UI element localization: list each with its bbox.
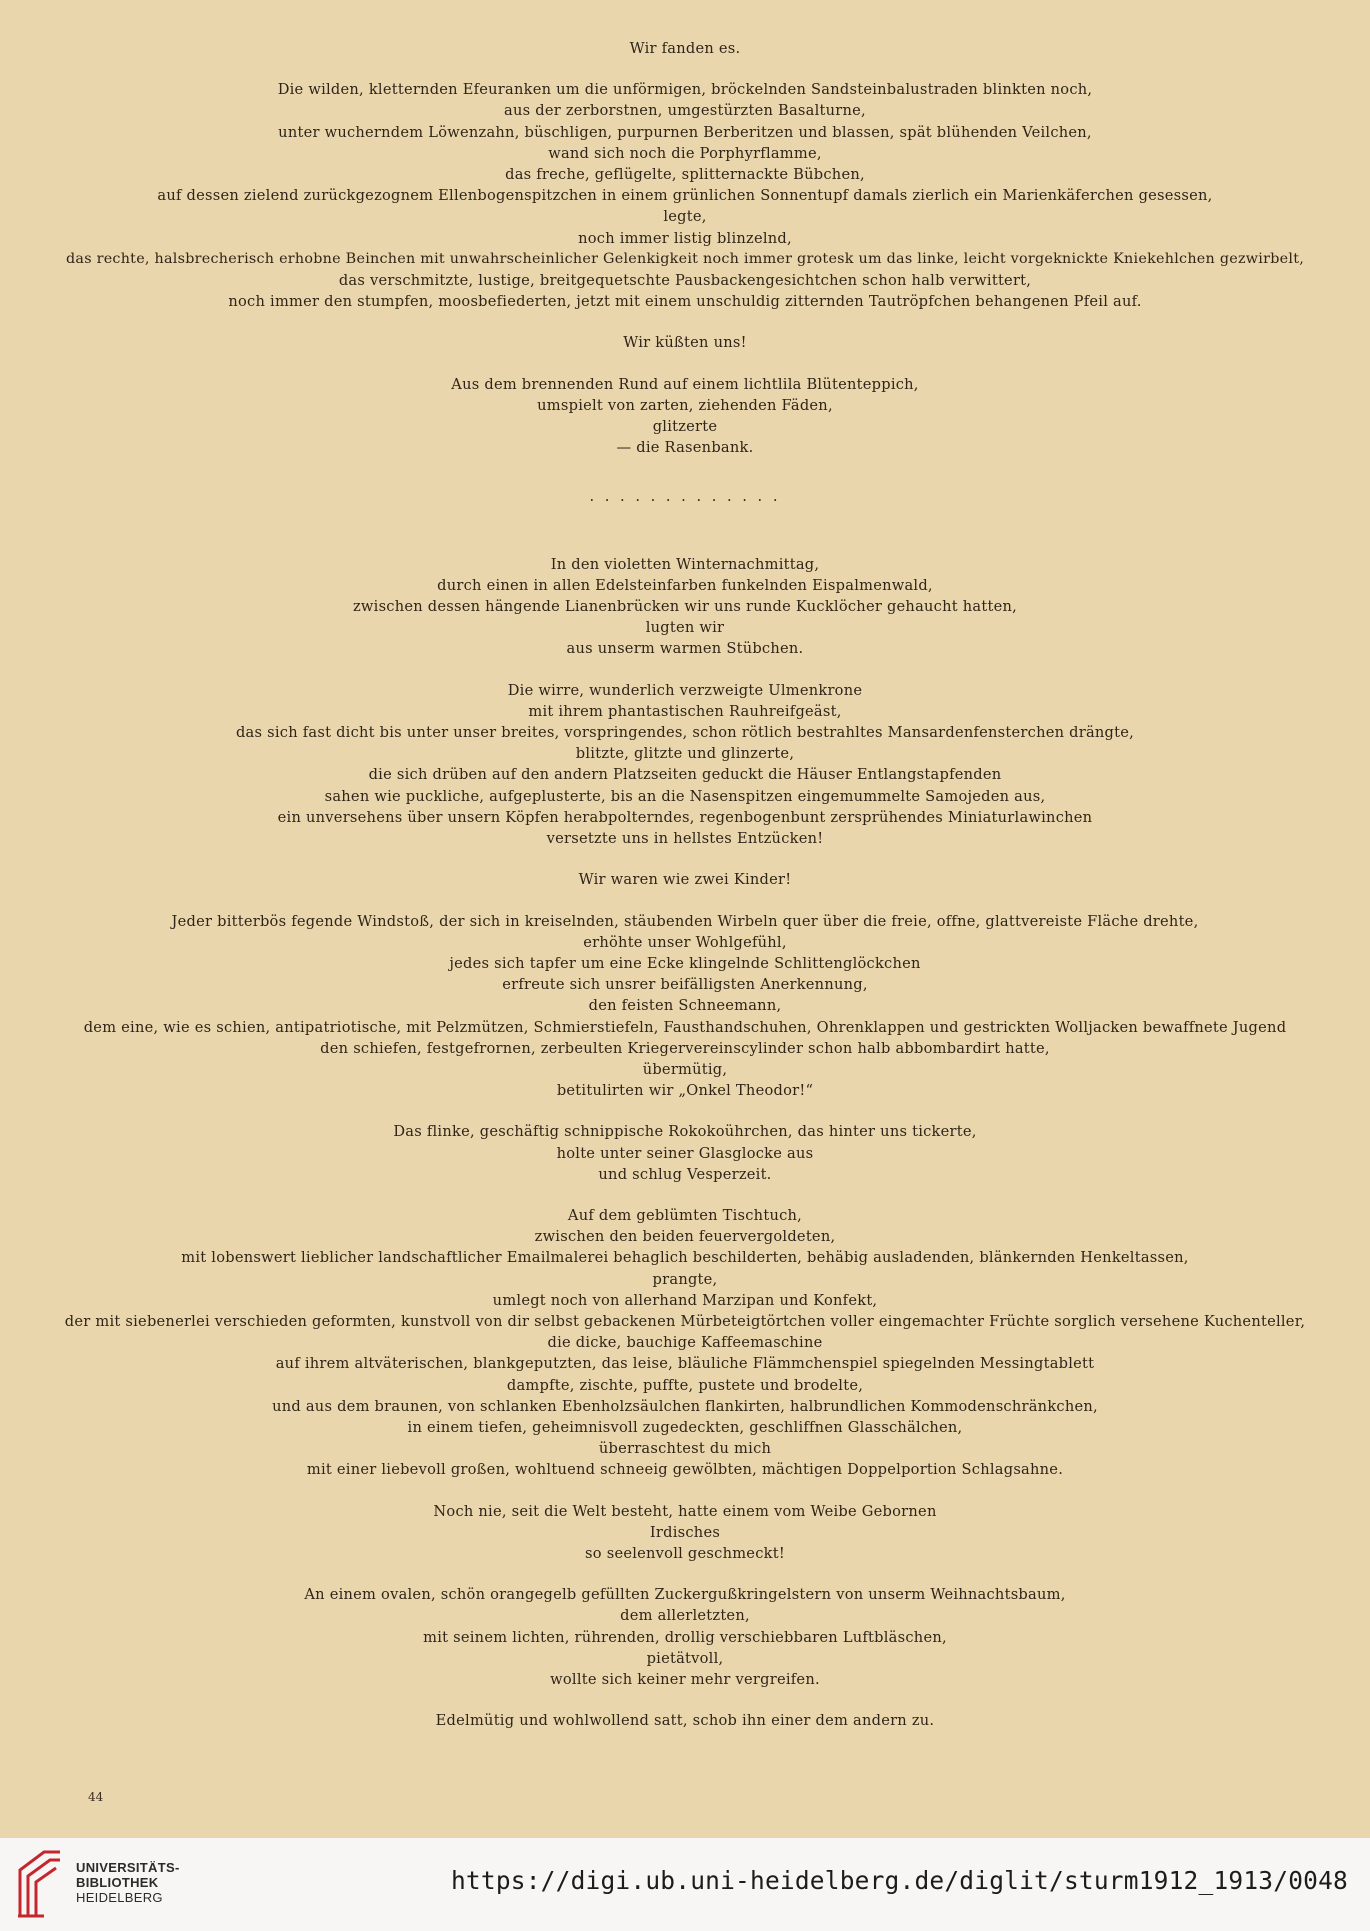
verse-line: erhöhte unser Wohlgefühl, xyxy=(583,933,787,951)
stanza xyxy=(60,79,1310,312)
stanza xyxy=(60,374,1310,459)
stanza xyxy=(60,1121,1310,1185)
stanza xyxy=(60,554,1310,660)
verse-line: Jeder bitterbös fegende Windstoß, der sich in kreiselnden, stäubenden Wirbeln quer über die freie, offne, glattvereiste Fläche drehte, xyxy=(171,912,1199,930)
poem-part-one xyxy=(60,38,1310,458)
stanza xyxy=(60,1710,1310,1731)
permalink-url[interactable]: https://digi.ub.uni-heidelberg.de/diglit/sturm1912_1913/0048 xyxy=(450,1866,1348,1895)
library-name-line3: HEIDELBERG xyxy=(76,1890,163,1905)
verse-line: dem eine, wie es schien, antipatriotische, mit Pelzmützen, Schmierstiefeln, Fausthandschuhen, Ohrenklappen und gestrickten Wolljacken bewaffnete Jugend xyxy=(83,1018,1287,1036)
verse-line: die sich drüben auf den andern Platzseiten geduckt die Häuser Entlangstapfenden xyxy=(368,766,1002,784)
verse-line: das sich fast dicht bis unter unser breites, vorspringendes, schon rötlich bestrahltes Mansardenfensterchen drängte, xyxy=(235,724,1135,742)
library-name-line2: BIBLIOTHEK xyxy=(76,1875,159,1890)
page-number: 44 xyxy=(88,1790,104,1804)
verse-line: glitzerte xyxy=(652,418,718,436)
verse-line: sahen wie puckliche, aufgeplusterte, bis an die Nasenspitzen eingemummelte Samojeden aus, xyxy=(324,787,1046,805)
verse-line: und schlug Vesperzeit. xyxy=(598,1165,772,1183)
verse-line: umlegt noch von allerhand Marzipan und Konfekt, xyxy=(492,1291,878,1309)
verse-line: überraschtest du mich xyxy=(598,1440,772,1458)
verse-line: dampfte, zischte, puffte, pustete und brodelte, xyxy=(506,1376,864,1394)
library-name[interactable] xyxy=(76,1860,180,1905)
verse-line: den feisten Schneemann, xyxy=(588,997,782,1015)
stanza xyxy=(60,911,1310,1102)
verse-line: aus der zerborstnen, umgestürzten Basalturne, xyxy=(504,102,866,120)
verse-line: umspielt von zarten, ziehenden Fäden, xyxy=(537,396,833,414)
verse-line: holte unter seiner Glasglocke aus xyxy=(556,1144,814,1162)
verse-line: Wir waren wie zwei Kinder! xyxy=(578,871,792,889)
verse-line: ein unversehens über unsern Köpfen herabpolterndes, regenbogenbunt zersprühendes Miniaturlawinchen xyxy=(277,808,1093,826)
verse-line: Wir küßten uns! xyxy=(623,334,747,352)
verse-line: Irdisches xyxy=(649,1523,721,1541)
verse-line: Noch nie, seit die Welt besteht, hatte einem vom Weibe Gebornen xyxy=(433,1502,937,1520)
verse-line: mit lobenswert lieblicher landschaftlicher Emailmalerei behaglich beschilderten, behäbig ausladenden, blänkernden Henkeltassen, xyxy=(181,1249,1189,1267)
verse-line: mit seinem lichten, rührenden, drollig verschiebbaren Luftbläschen, xyxy=(423,1628,947,1646)
stanza xyxy=(60,869,1310,890)
verse-line: mit ihrem phantastischen Rauhreifgeäst, xyxy=(528,702,842,720)
verse-line: die dicke, bauchige Kaffeemaschine xyxy=(547,1334,823,1352)
verse-line: Edelmütig und wohlwollend satt, schob ihn einer dem andern zu. xyxy=(435,1712,935,1730)
stanza xyxy=(60,1501,1310,1565)
verse-line: erfreute sich unsrer beifälligsten Anerkennung, xyxy=(502,976,868,994)
verse-line: blitzte, glitzte und glinzerte, xyxy=(575,745,795,763)
verse-line: dem allerletzten, xyxy=(620,1607,750,1625)
library-logo-icon[interactable] xyxy=(14,1846,66,1922)
verse-line: jedes sich tapfer um eine Ecke klingelnde Schlittenglöckchen xyxy=(449,954,921,972)
verse-line: das verschmitzte, lustige, breitgequetschte Pausbackengesichtchen schon halb verwittert, xyxy=(338,272,1032,290)
verse-line: wollte sich keiner mehr vergreifen. xyxy=(550,1671,820,1688)
verse-line: der mit siebenerlei verschieden geformten, kunstvoll von dir selbst gebackenen Mürbeteigtörtchen voller eingemachter Früchte sorglich versehene Kuchenteller, xyxy=(64,1312,1306,1330)
verse-line: Die wilden, kletternden Efeuranken um die unförmigen, bröckelnden Sandsteinbalustraden blinkten noch, xyxy=(277,81,1093,99)
verse-line: noch immer listig blinzelnd, xyxy=(578,229,792,247)
verse-line: Wir fanden es. xyxy=(629,40,741,57)
verse-line: Auf dem geblümten Tischtuch, xyxy=(567,1206,803,1224)
stanza xyxy=(60,332,1310,353)
verse-line: wand sich noch die Porphyrflamme, xyxy=(548,144,822,162)
verse-line: pietätvoll, xyxy=(646,1649,724,1667)
section-separator: . . . . . . . . . . . . . xyxy=(589,488,781,506)
library-name-line1: UNIVERSITÄTS- xyxy=(76,1860,180,1875)
verse-line: betitulirten wir „Onkel Theodor!“ xyxy=(556,1082,814,1100)
stanza xyxy=(60,1584,1310,1690)
verse-line: Aus dem brennenden Rund auf einem lichtlila Blütenteppich, xyxy=(451,375,919,393)
verse-line: Das flinke, geschäftig schnippische Rokokoührchen, das hinter uns tickerte, xyxy=(393,1123,977,1141)
verse-line: durch einen in allen Edelsteinfarben funkelnden Eispalmenwald, xyxy=(437,576,933,594)
verse-line: versetzte uns in hellstes Entzücken! xyxy=(546,830,824,848)
verse-line: — die Rasenbank. xyxy=(616,439,754,457)
stanza xyxy=(60,680,1310,850)
verse-line: Die wirre, wunderlich verzweigte Ulmenkrone xyxy=(507,681,863,699)
verse-line: lugten wir xyxy=(645,619,725,637)
verse-line: das rechte, halsbrecherisch erhobne Beinchen mit unwahrscheinlicher Gelenkigkeit noch immer grotesk um das linke, leicht vorgeknickte Kniekehlchen gezwirbelt, xyxy=(65,250,1305,267)
verse-line: das freche, geflügelte, splitternackte Bübchen, xyxy=(505,166,865,184)
poem-part-two xyxy=(60,554,1310,1732)
verse-line: prangte, xyxy=(652,1270,718,1288)
verse-line: so seelenvoll geschmeckt! xyxy=(585,1544,785,1562)
verse-line: zwischen den beiden feuervergoldeten, xyxy=(534,1228,836,1246)
verse-line: noch immer den stumpfen, moosbefiederten, jetzt mit einem unschuldig zitternden Tautröpfchen behangenen Pfeil auf. xyxy=(228,293,1142,311)
verse-line: aus unserm warmen Stübchen. xyxy=(566,640,804,658)
verse-line: und aus dem braunen, von schlanken Ebenholzsäulchen flankirten, halbrundlichen Kommodenschränkchen, xyxy=(272,1397,1098,1415)
verse-line: unter wucherndem Löwenzahn, büschligen, purpurnen Berberitzen und blassen, spät blühenden Veilchen, xyxy=(278,123,1092,141)
poem-text xyxy=(60,38,1310,1751)
verse-line: An einem ovalen, schön orangegelb gefüllten Zuckergußkringelstern von unserm Weihnachtsbaum, xyxy=(304,1586,1066,1604)
verse-line: übermütig, xyxy=(642,1060,728,1078)
verse-line: legte, xyxy=(663,208,707,226)
verse-line: auf dessen zielend zurückgezognem Ellenbogenspitzchen in einem grünlichen Sonnentupf damals zierlich ein Marienkäferchen gesessen, xyxy=(157,187,1213,205)
stanza xyxy=(60,38,1310,59)
verse-line: mit einer liebevoll großen, wohltuend schneeig gewölbten, mächtigen Doppelportion Schlagsahne. xyxy=(306,1461,1064,1479)
verse-line: In den violetten Winternachmittag, xyxy=(550,555,820,573)
stanza xyxy=(60,1205,1310,1481)
verse-line: den schiefen, festgefrornen, zerbeulten Kriegervereinscylinder schon halb abbombardirt hatte, xyxy=(320,1039,1050,1057)
viewer-footer xyxy=(0,1838,1370,1931)
verse-line: auf ihrem altväterischen, blankgeputzten, das leise, bläuliche Flämmchenspiel spiegelnden Messingtablett xyxy=(275,1355,1095,1373)
verse-line: zwischen dessen hängende Lianenbrücken wir uns runde Kucklöcher gehaucht hatten, xyxy=(352,598,1018,616)
verse-line: in einem tiefen, geheimnisvoll zugedeckten, geschliffnen Glasschälchen, xyxy=(407,1418,963,1436)
